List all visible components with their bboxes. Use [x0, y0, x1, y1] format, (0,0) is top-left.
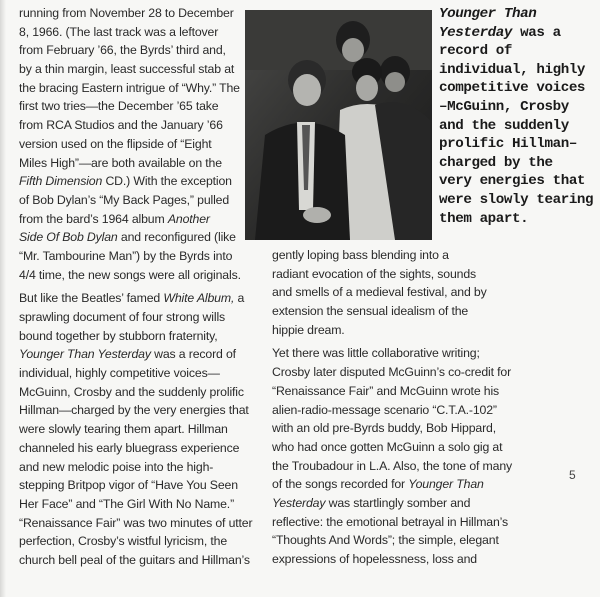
text-line — [439, 172, 593, 191]
text-line — [19, 60, 252, 79]
text-run: record of — [439, 43, 513, 60]
text-run: and the suddenly — [439, 117, 569, 134]
text-line — [439, 61, 593, 80]
text-run: channeled his early bluegrass experience — [19, 440, 240, 455]
pull-quote — [439, 5, 593, 228]
text-line — [439, 117, 593, 136]
text-run: gently loping bass blending into a — [272, 248, 449, 262]
text-line — [439, 98, 593, 117]
text-line — [19, 135, 252, 154]
text-line — [272, 457, 512, 476]
text-line — [439, 42, 593, 61]
text-line — [272, 344, 512, 363]
text-line — [272, 550, 512, 569]
text-run: who had once gotten McGuinn a solo gig at — [272, 439, 503, 454]
text-run: prolific Hillman– — [439, 136, 577, 153]
text-line — [272, 321, 512, 340]
text-line — [19, 210, 252, 229]
text-run: radiant evocation of the sights, sounds — [272, 266, 477, 281]
text-run: and new melodic poise into the high- — [19, 459, 214, 474]
text-run: by a thin margin, least successful stab at — [19, 62, 235, 77]
text-line — [272, 283, 512, 302]
text-run: Her Face” and “The Girl With No Name.” — [19, 496, 235, 511]
text-line — [19, 23, 252, 42]
text-run: Hillman—charged by the very energies that — [19, 403, 249, 418]
text-line — [19, 116, 252, 135]
text-run: and reconfigured (like — [117, 230, 236, 245]
text-line — [439, 79, 593, 98]
text-run: from the bard’s 1964 album — [19, 211, 168, 226]
text-line — [19, 228, 252, 247]
text-run: hippie dream. — [272, 322, 345, 337]
text-run: church bell peal of the guitars and Hillman’s — [19, 552, 250, 567]
italic-text: Another — [167, 211, 210, 226]
text-line — [19, 4, 252, 23]
text-run: from February ’66, the Byrds’ third and, — [19, 43, 226, 58]
text-line — [439, 24, 593, 43]
text-line — [272, 246, 512, 265]
text-line — [272, 419, 512, 438]
text-run: bound together by stubborn fraternity, — [19, 328, 218, 343]
text-run: charged by the — [439, 154, 553, 171]
text-line — [19, 97, 252, 116]
text-run: Yet there was little collaborative writing; — [272, 346, 480, 361]
text-run: were slowly tearing them apart. Hillman — [19, 422, 228, 437]
text-line — [19, 420, 252, 439]
text-line — [439, 154, 593, 173]
text-run: alien-radio-message scenario “C.T.A.-102” — [272, 402, 497, 417]
italic-text: Fifth Dimension — [19, 174, 103, 189]
text-run: Miles High”—are both available on the — [19, 155, 222, 170]
text-line — [19, 551, 252, 570]
text-run: of Bob Dylan’s “My Back Pages,” pulled — [19, 192, 230, 207]
text-run: individual, highly — [439, 61, 586, 78]
text-run: stepping Britpop vigor of “Have You Seen — [19, 478, 238, 493]
text-line — [272, 401, 512, 420]
text-line — [19, 476, 252, 495]
text-line — [19, 439, 252, 458]
text-run: Crosby later disputed McGuinn’s co-credit for — [272, 365, 512, 380]
text-run: was a record of — [150, 347, 236, 362]
text-line — [19, 79, 252, 98]
left-text-column — [19, 4, 252, 570]
text-run: and smells of a medieval festival, and by — [272, 285, 487, 300]
text-run: reflective: the emotional betrayal in Hillman’s — [272, 514, 509, 529]
right-text-column — [272, 246, 512, 569]
italic-text: Younger Than Yesterday — [19, 347, 151, 362]
text-line — [439, 135, 593, 154]
text-line — [272, 531, 512, 550]
text-run: McGuinn, Crosby and the suddenly prolific — [19, 384, 244, 399]
text-line — [19, 532, 252, 551]
text-line — [272, 265, 512, 284]
text-run: the Troubadour in L.A. Also, the tone of many — [272, 458, 513, 473]
italic-text: Younger Than — [408, 477, 484, 492]
italic-text: Yesterday — [272, 495, 326, 510]
text-run: –McGuinn, Crosby — [439, 98, 569, 115]
page-number: 5 — [569, 468, 576, 482]
italic-text: Side Of Bob Dylan — [19, 230, 118, 245]
page-spine-shadow — [0, 0, 6, 597]
text-line — [439, 210, 593, 229]
text-run: them apart. — [439, 210, 529, 227]
text-run: 8, 1966. (The last track was a leftover — [19, 24, 219, 39]
text-line — [272, 513, 512, 532]
text-run: individual, highly competitive voices— — [19, 366, 220, 381]
text-run: perfection, Crosby’s wistful lyricism, the — [19, 534, 228, 549]
text-run: were slowly tearing — [439, 191, 594, 208]
text-run: “Mr. Tambourine Man”) by the Byrds into — [19, 248, 233, 263]
text-run: of the songs recorded for — [272, 477, 409, 492]
text-line — [19, 383, 252, 402]
text-line — [19, 458, 252, 477]
text-line — [19, 364, 252, 383]
text-run: “Renaissance Fair” was two minutes of utter — [19, 515, 253, 530]
text-line — [19, 345, 252, 364]
text-run: very energies that — [439, 173, 586, 190]
text-run: sprawling document of four strong wills — [19, 310, 226, 324]
text-line — [439, 5, 593, 24]
italic-text: Yesterday — [439, 24, 513, 41]
italic-text: White Album, — [163, 291, 235, 306]
text-line — [272, 363, 512, 382]
text-line — [19, 308, 252, 327]
text-run: a — [234, 291, 245, 306]
text-run: 4/4 time, the new songs were all originals. — [19, 267, 241, 282]
text-line — [439, 191, 593, 210]
text-line — [19, 172, 252, 191]
text-run: competitive voices — [439, 80, 586, 97]
text-line — [19, 41, 252, 60]
text-run: with an old pre-Byrds buddy, Bob Hippard, — [272, 421, 496, 436]
text-run: was a — [512, 24, 561, 41]
text-line — [19, 266, 252, 285]
text-line — [19, 289, 252, 308]
text-run: first two tries—the December ’65 take — [19, 99, 219, 114]
text-run: from RCA Studios and the January ’66 — [19, 118, 223, 133]
text-line — [19, 154, 252, 173]
italic-text: Younger Than — [439, 6, 537, 22]
text-line — [19, 247, 252, 266]
text-line — [19, 401, 252, 420]
text-run: the bracing Eastern intrigue of “Why.” The — [19, 80, 240, 95]
text-line — [272, 382, 512, 401]
text-line — [272, 494, 512, 513]
text-run: extension the sensual idealism of the — [272, 304, 469, 319]
text-run: version used on the flipside of “Eight — [19, 136, 212, 151]
text-run: But like the Beatles’ famed — [19, 291, 164, 306]
text-run: CD.) With the exception — [102, 174, 232, 189]
text-run: “Thoughts And Words”; the simple, elegant — [272, 533, 499, 548]
text-line — [272, 438, 512, 457]
text-run: “Renaissance Fair” and McGuinn wrote his — [272, 383, 500, 398]
text-line — [19, 327, 252, 346]
text-run: was startlingly somber and — [325, 495, 471, 510]
text-line — [272, 475, 512, 494]
text-line — [272, 302, 512, 321]
band-photo — [245, 10, 432, 240]
text-run: running from November 28 to December — [19, 6, 234, 20]
text-line — [19, 495, 252, 514]
text-line — [19, 514, 252, 533]
text-run: expressions of hopelessness, loss and — [272, 552, 477, 566]
text-line — [19, 191, 252, 210]
